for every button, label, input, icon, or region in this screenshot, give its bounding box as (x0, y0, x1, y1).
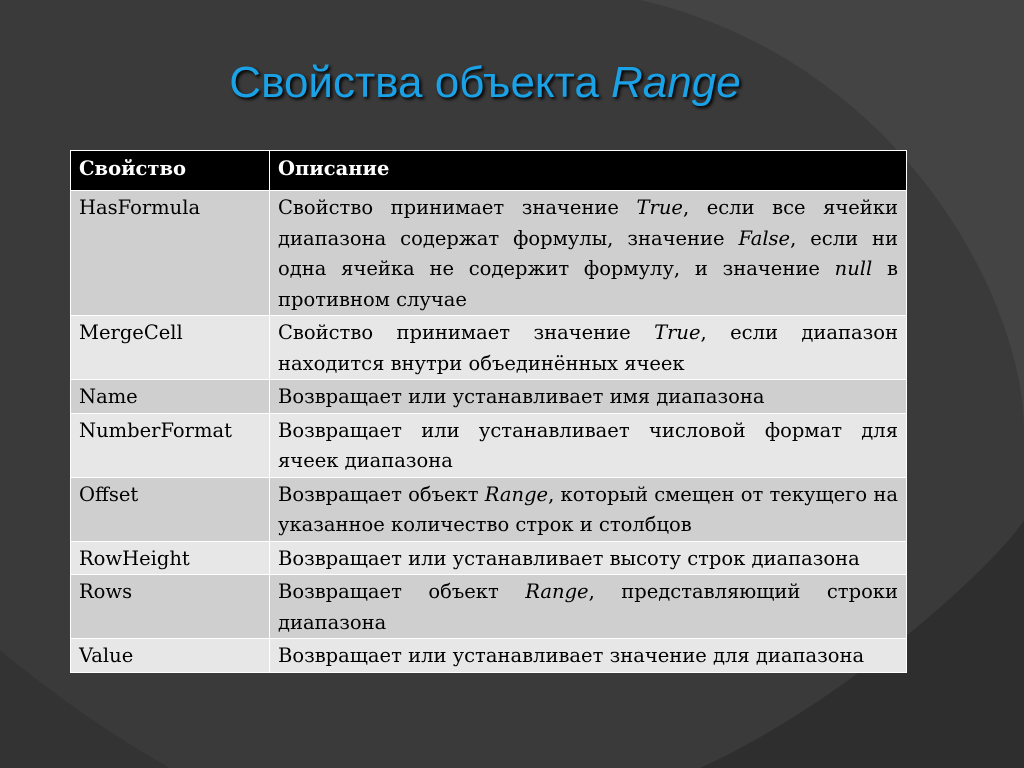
table-row (71, 639, 907, 673)
table-row (71, 541, 907, 575)
property-name: Name (71, 380, 270, 414)
description-text: Возвращает или устанавливает высоту строк диапазона (278, 546, 860, 570)
property-description (270, 191, 907, 316)
property-description (270, 541, 907, 575)
property-name: MergeCell (71, 316, 270, 380)
description-italic: False (738, 226, 791, 250)
table-row (71, 191, 907, 316)
description-italic: True (636, 196, 683, 219)
title-prefix: Свойства объекта (229, 58, 612, 107)
description-text: Возвращает объект (278, 580, 526, 603)
property-description (270, 575, 907, 639)
table-row (71, 477, 907, 541)
description-text: Возвращает объект (278, 482, 485, 506)
description-italic: Range (525, 580, 589, 603)
description-italic: True (654, 321, 701, 344)
property-name: HasFormula (71, 191, 270, 316)
description-text: Возвращает или устанавливает значение для диапазона (278, 644, 865, 667)
description-text: Возвращает или устанавливает имя диапазона (278, 385, 765, 408)
description-italic: null (834, 257, 873, 280)
description-text: в противном случае (278, 257, 898, 311)
description-italic: Range (484, 482, 549, 506)
page-title (0, 58, 970, 108)
table-row (71, 316, 907, 380)
table-header-row (71, 151, 907, 191)
description-text: Возвращает или устанавливает числовой формат для ячеек диапазона (278, 418, 898, 472)
property-description (270, 413, 907, 477)
properties-table (70, 150, 907, 673)
table-row (71, 380, 907, 414)
description-text: , представляющий строки диапазона (278, 580, 898, 634)
table-row (71, 575, 907, 639)
property-name: RowHeight (71, 541, 270, 575)
description-text: , если ни одна ячейка не содержит формулу, и значение (278, 226, 899, 280)
property-name: NumberFormat (71, 413, 270, 477)
property-name: Offset (71, 477, 270, 541)
header-description: Описание (270, 151, 907, 191)
property-description (270, 477, 907, 541)
property-name: Value (71, 639, 270, 673)
title-italic: Range (611, 58, 741, 107)
description-text: Свойство принимает значение (278, 196, 637, 219)
property-name: Rows (71, 575, 270, 639)
description-text: , который смещен от текущего на указанное количество строк и столбцов (278, 482, 898, 536)
property-description (270, 316, 907, 380)
property-description (270, 380, 907, 414)
table-row (71, 413, 907, 477)
description-text: , если диапазон находится внутри объединённых ячеек (278, 321, 898, 375)
header-property: Свойство (71, 151, 270, 191)
description-text: Свойство принимает значение (278, 321, 655, 344)
description-text: , если все ячейки диапазона содержат формулы, значение (278, 196, 898, 250)
property-description (270, 639, 907, 673)
